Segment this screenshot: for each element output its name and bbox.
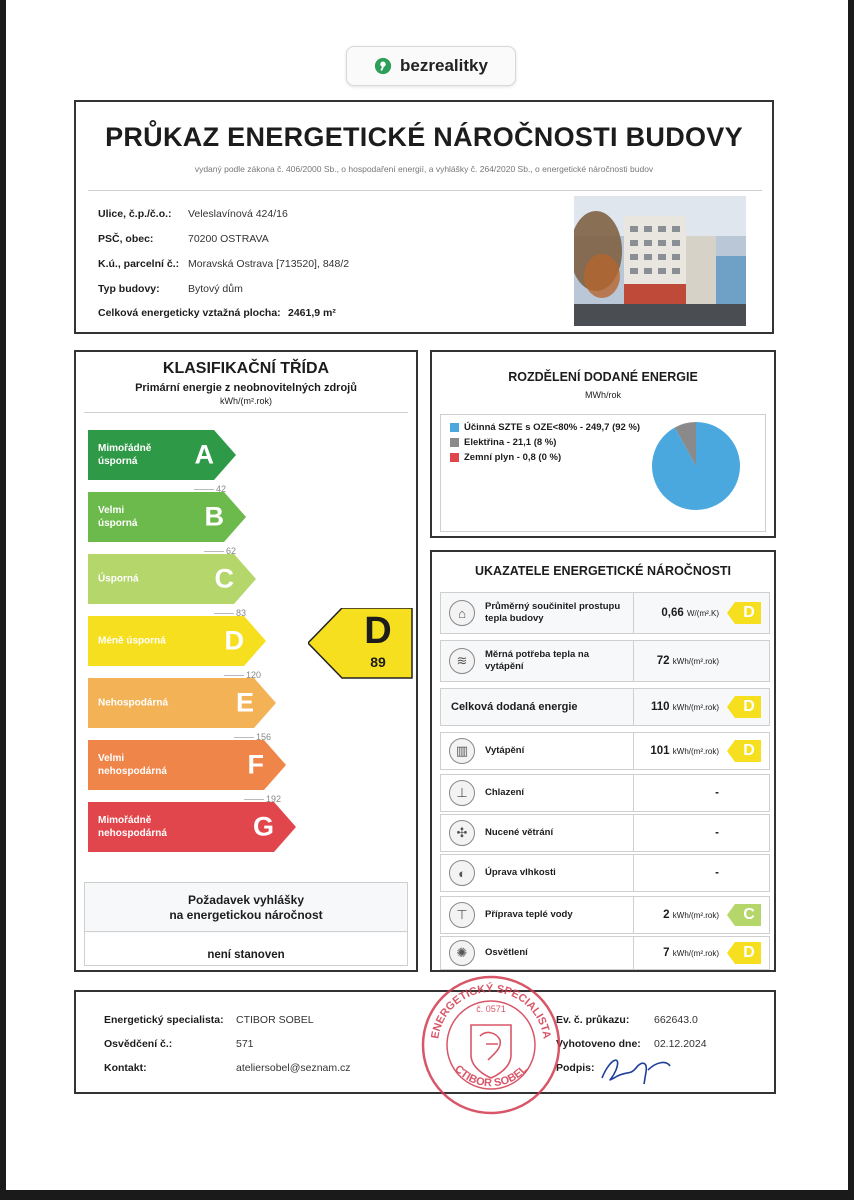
indicator-value: - [715, 867, 719, 879]
indicator-name: Nucené větrání [485, 827, 554, 838]
class-arrow-b [88, 492, 246, 542]
indicator-value: - [715, 787, 719, 799]
legend-swatch [450, 423, 459, 432]
brand-badge[interactable] [346, 46, 516, 86]
indicators-box [430, 550, 776, 972]
house-icon: ⌂ [449, 600, 475, 626]
indicator-row [440, 592, 770, 634]
class-arrow-label: Úsporná [98, 573, 139, 585]
result-class-value: 89 [370, 654, 386, 670]
svg-text:č. 0571: č. 0571 [476, 1004, 506, 1014]
indicator-name: Úprava vlhkosti [485, 867, 556, 878]
threshold-value: 83 [236, 608, 247, 618]
indicator-row [440, 732, 770, 770]
indicator-class-badge: C [727, 904, 761, 926]
classification-unit: kWh/(m².rok) [220, 396, 272, 406]
contact-email: ateliersobel@seznam.cz [236, 1062, 351, 1074]
certificate-label: Osvědčení č.: [104, 1038, 173, 1050]
threshold-tick [214, 613, 234, 614]
indicator-value: 2 kWh/(m².rok) [663, 909, 719, 921]
issue-date-label: Vyhotoveno dne: [556, 1038, 641, 1050]
indicators-title: UKAZATELE ENERGETICKÉ NÁROČNOSTI [474, 564, 732, 578]
class-arrow-letter: G [252, 811, 274, 842]
indicator-row [440, 896, 770, 934]
indicator-name: Měrná potřeba tepla na vytápění [485, 649, 589, 672]
indicator-name: Osvětlení [485, 947, 528, 958]
legend-label: Účinná SZTE s OZE<80% - 249,7 (92 %) [464, 422, 641, 433]
header-box [74, 100, 774, 334]
type-value: Bytový dům [188, 283, 243, 295]
class-arrow-label: Nehospodárná [98, 697, 169, 709]
indicator-row [440, 854, 770, 892]
indicator-row [440, 814, 770, 852]
street-value: Veleslavínová 424/16 [188, 208, 288, 220]
distribution-box [430, 350, 776, 538]
class-arrow-letter: A [194, 439, 214, 470]
radiator-icon: ▥ [449, 738, 475, 764]
humidity-icon: ◐ [449, 860, 475, 886]
street-label: Ulice, č.p./č.o.: [98, 208, 172, 220]
requirement-box [84, 882, 408, 966]
classification-box [74, 350, 418, 972]
result-class-indicator [308, 608, 414, 680]
signature-label: Podpis: [556, 1062, 595, 1074]
class-arrow-d [88, 616, 266, 666]
ev-number-label: Ev. č. průkazu: [556, 1014, 630, 1026]
threshold-tick [194, 489, 214, 490]
requirement-title-line1: Požadavek vyhlášky [187, 893, 305, 907]
heat-waves-icon: ≋ [449, 648, 475, 674]
indicator-name: Průměrný součinitel prostupu tepla budovy [485, 601, 621, 624]
indicator-value: 0,66 W/(m².K) [661, 607, 719, 619]
type-label: Typ budovy: [98, 283, 160, 295]
indicator-value: 72 kWh/(m².rok) [656, 655, 719, 667]
indicator-name: Celková dodaná energie [451, 701, 578, 713]
class-arrow-letter: B [204, 501, 224, 532]
legend-label: Elektřina - 21,1 (8 %) [464, 437, 557, 448]
threshold-tick [234, 737, 254, 738]
certificate-number: 571 [236, 1038, 254, 1050]
ku-label: K.ú., parcelní č.: [98, 258, 180, 270]
distribution-legend-item [450, 422, 640, 433]
ev-number: 662643.0 [654, 1014, 698, 1026]
legend-swatch [450, 453, 459, 462]
indicator-class-badge: D [727, 696, 761, 718]
class-arrow-label: Mimořádně úsporná [98, 443, 152, 467]
threshold-tick [244, 799, 264, 800]
threshold-value: 62 [226, 546, 237, 556]
svg-text:CTIBOR SOBEL: CTIBOR SOBEL [452, 1063, 530, 1090]
class-arrow-letter: E [235, 687, 254, 718]
requirement-value: není stanoven [85, 933, 407, 965]
threshold-tick [204, 551, 224, 552]
area-value: 2461,9 m² [288, 307, 336, 319]
distribution-legend-item [450, 452, 561, 463]
class-arrow-f [88, 740, 286, 790]
class-arrow-letter: F [247, 749, 264, 780]
indicator-class-badge: D [727, 942, 761, 964]
area-label: Celková energeticky vztažná plocha: [98, 307, 281, 319]
document-title: PRŮKAZ ENERGETICKÉ NÁROČNOSTI BUDOVY [105, 122, 743, 152]
threshold-value: 42 [216, 484, 227, 494]
distribution-pie-chart [650, 420, 742, 512]
threshold-value: 192 [266, 794, 282, 804]
energy-certificate-page [6, 0, 848, 1190]
building-photo [574, 196, 746, 326]
signature-mark [596, 1048, 676, 1088]
ku-value: Moravská Ostrava [713520], 848/2 [188, 258, 350, 270]
indicator-class-badge: D [727, 740, 761, 762]
faucet-icon: ⊤ [449, 902, 475, 928]
brand-name: bezrealitky [400, 56, 488, 75]
class-arrow-label: Mimořádně nehospodárná [98, 815, 167, 839]
indicator-name: Příprava teplé vody [485, 909, 573, 920]
legend-swatch [450, 438, 459, 447]
class-arrow-c [88, 554, 256, 604]
classification-subtitle: Primární energie z neobnovitelných zdrojů [135, 382, 357, 394]
thermometer-icon: ⊥ [449, 780, 475, 806]
class-arrow-label: Velmi nehospodárná [98, 753, 167, 777]
indicator-value: 7 kWh/(m².rok) [663, 947, 719, 959]
indicator-class-badge: D [727, 602, 761, 624]
threshold-value: 156 [256, 732, 272, 742]
requirement-title-line2: na energetickou náročnost [169, 908, 323, 922]
specialist-box [74, 982, 776, 1094]
distribution-unit: MWh/rok [585, 390, 621, 400]
classification-title: KLASIFIKAČNÍ TŘÍDA [162, 360, 330, 377]
lightbulb-icon: ✺ [449, 940, 475, 966]
threshold-tick [224, 675, 244, 676]
class-arrow-g [88, 802, 296, 852]
threshold-value: 120 [246, 670, 262, 680]
specialist-name: CTIBOR SOBEL [236, 1014, 314, 1026]
location-pin-icon [374, 57, 392, 75]
class-arrow-letter: C [214, 563, 234, 594]
indicator-row [440, 774, 770, 812]
indicator-name: Vytápění [485, 745, 525, 756]
indicator-value: - [715, 827, 719, 839]
indicator-row [440, 688, 770, 726]
psc-value: 70200 OSTRAVA [188, 233, 269, 245]
indicator-name: Chlazení [485, 787, 525, 798]
indicator-value: 101 kWh/(m².rok) [650, 745, 719, 757]
issue-date: 02.12.2024 [654, 1038, 707, 1050]
class-arrow-a [88, 430, 236, 480]
class-arrow-label: Velmi úsporná [98, 505, 138, 529]
specialist-name-label: Energetický specialista: [104, 1014, 224, 1026]
class-arrow-e [88, 678, 276, 728]
indicator-row [440, 640, 770, 682]
class-arrow-letter: D [224, 625, 244, 656]
distribution-legend-item [450, 437, 556, 448]
indicator-row [440, 936, 770, 970]
contact-label: Kontakt: [104, 1062, 147, 1074]
result-class-letter: D [364, 610, 392, 652]
svg-text:ENERGETICKÝ SPECIALISTA: ENERGETICKÝ SPECIALISTA [429, 982, 553, 1040]
fan-icon: ✣ [449, 820, 475, 846]
official-stamp [416, 970, 566, 1120]
document-subtitle: vydaný podle zákona č. 406/2000 Sb., o hospodaření energií, a vyhlášky č. 264/2020 Sb., o energetické náročnosti budov [194, 164, 654, 174]
indicator-value: 110 kWh/(m².rok) [651, 701, 719, 713]
psc-label: PSČ, obec: [98, 233, 154, 245]
distribution-title: ROZDĚLENÍ DODANÉ ENERGIE [508, 370, 698, 384]
legend-label: Zemní plyn - 0,8 (0 %) [464, 452, 562, 463]
class-arrow-label: Méně úsporná [98, 635, 166, 647]
